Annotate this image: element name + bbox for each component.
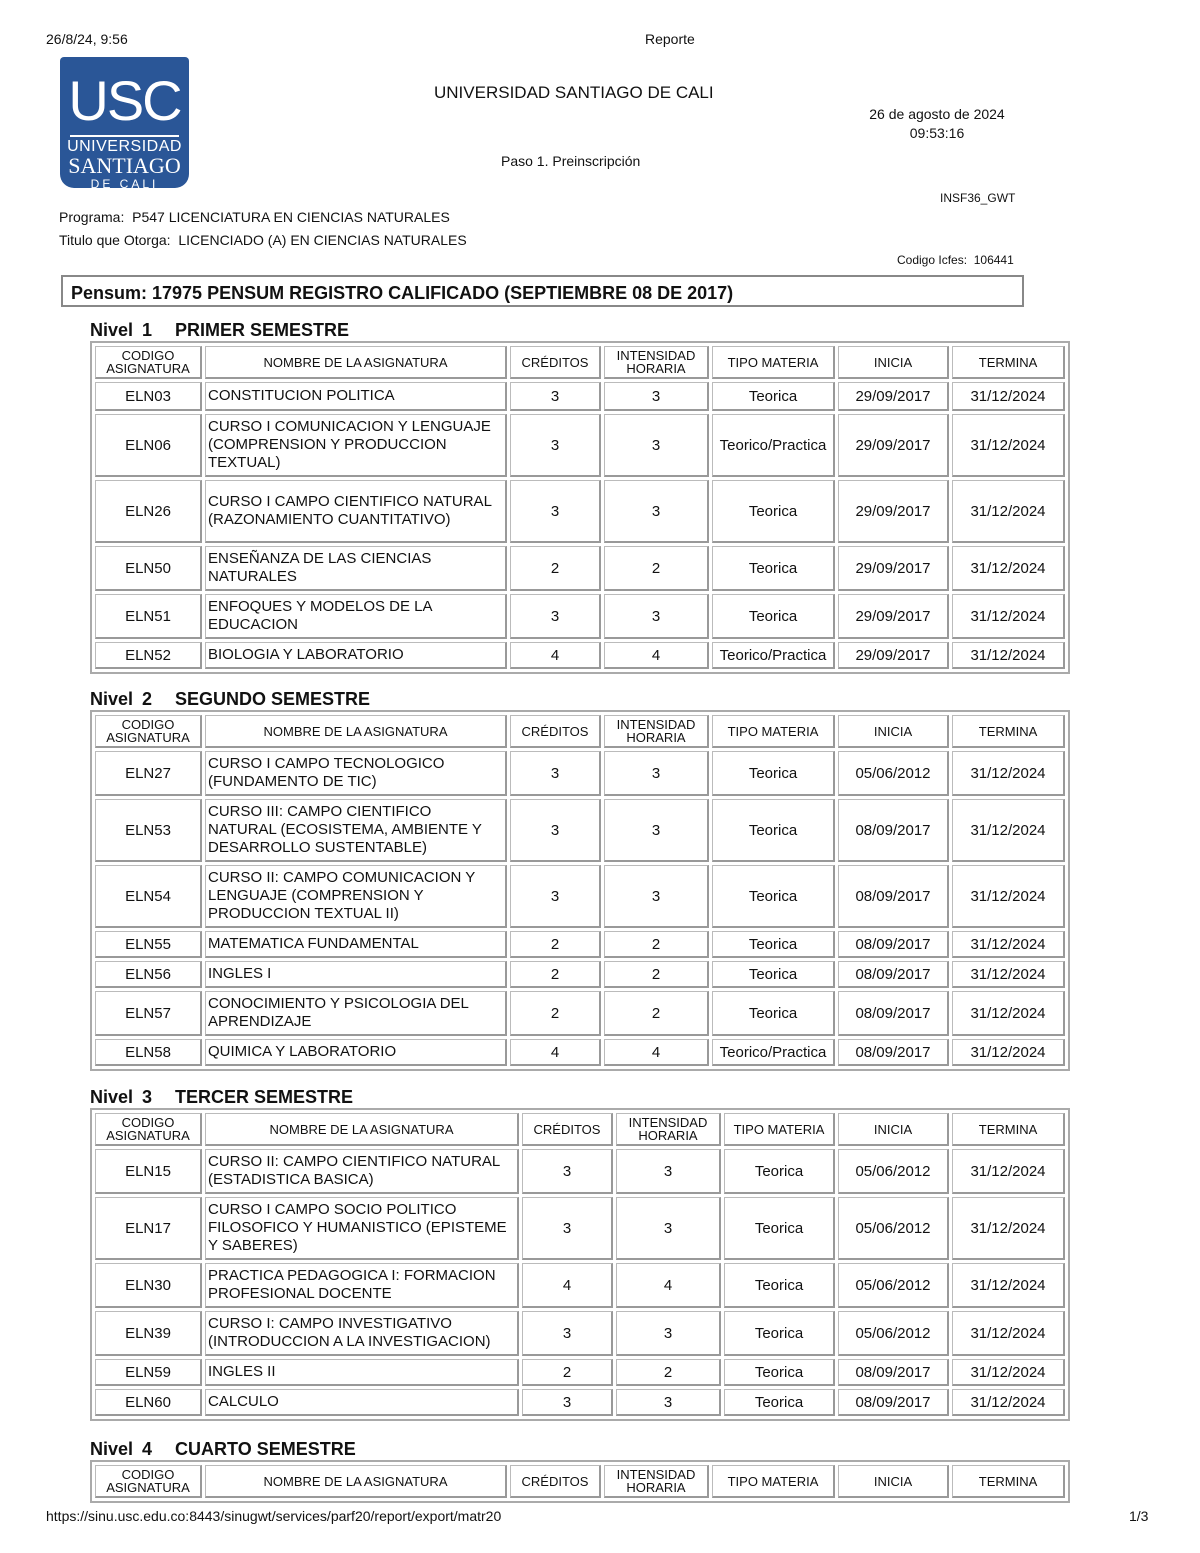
programa-label: Programa: — [59, 209, 125, 225]
cell-nombre: QUIMICA Y LABORATORIO — [205, 1039, 507, 1066]
cell-intensidad: 2 — [604, 546, 709, 591]
cell-termina: 31/12/2024 — [952, 382, 1065, 411]
table-row — [95, 382, 1065, 411]
cell-inicia: 05/06/2012 — [838, 1149, 949, 1194]
table-header-row — [95, 1465, 1065, 1498]
level-heading — [90, 689, 370, 710]
cell-creditos: 3 — [522, 1311, 613, 1356]
cell-intensidad: 3 — [604, 799, 709, 862]
column-header-intensidad: INTENSIDAD HORARIA — [604, 715, 709, 748]
table-row — [95, 931, 1065, 958]
cell-inicia: 05/06/2012 — [838, 1197, 949, 1260]
cell-inicia: 05/06/2012 — [838, 751, 949, 796]
cell-tipo: Teorico/Practica — [712, 1039, 835, 1066]
cell-inicia: 08/09/2017 — [838, 799, 949, 862]
cell-inicia: 08/09/2017 — [838, 991, 949, 1036]
cell-tipo: Teorico/Practica — [712, 642, 835, 669]
table-row — [95, 799, 1065, 862]
cell-termina: 31/12/2024 — [952, 931, 1065, 958]
column-header-inicia: INICIA — [838, 346, 949, 379]
cell-creditos: 4 — [522, 1263, 613, 1308]
cell-intensidad: 2 — [604, 991, 709, 1036]
cell-inicia: 05/06/2012 — [838, 1311, 949, 1356]
level-heading — [90, 320, 349, 341]
cell-inicia: 29/09/2017 — [838, 382, 949, 411]
cell-creditos: 3 — [510, 751, 601, 796]
level-label: Nivel — [90, 320, 134, 340]
cell-nombre: CURSO II: CAMPO COMUNICACION Y LENGUAJE (COMPRENSION Y PRODUCCION TEXTUAL II) — [205, 865, 507, 928]
cell-inicia: 29/09/2017 — [838, 546, 949, 591]
subjects-table — [90, 710, 1070, 1071]
level-name: PRIMER SEMESTRE — [175, 320, 350, 340]
cell-inicia: 08/09/2017 — [838, 931, 949, 958]
cell-intensidad: 3 — [604, 865, 709, 928]
cell-termina: 31/12/2024 — [952, 961, 1065, 988]
cell-inicia: 05/06/2012 — [838, 1263, 949, 1308]
cell-creditos: 2 — [510, 931, 601, 958]
pensum-title: Pensum: 17975 PENSUM REGISTRO CALIFICADO (SEPTIEMBRE 08 DE 2017) — [61, 275, 1024, 307]
usc-logo — [60, 57, 189, 191]
column-header-codigo: CODIGO ASIGNATURA — [95, 1465, 202, 1498]
cell-tipo: Teorica — [724, 1263, 835, 1308]
cell-termina: 31/12/2024 — [952, 642, 1065, 669]
cell-tipo: Teorica — [712, 961, 835, 988]
cell-tipo: Teorica — [724, 1359, 835, 1386]
level-number: 2 — [142, 689, 153, 709]
cell-intensidad: 4 — [604, 642, 709, 669]
cell-tipo: Teorica — [724, 1149, 835, 1194]
table-header-row — [95, 715, 1065, 748]
table-row — [95, 594, 1065, 639]
column-header-nombre: NOMBRE DE LA ASIGNATURA — [205, 1465, 507, 1498]
programa-value: P547 LICENCIATURA EN CIENCIAS NATURALES — [132, 209, 450, 225]
programa-row — [59, 209, 450, 225]
cell-nombre: CURSO I CAMPO TECNOLOGICO (FUNDAMENTO DE TIC) — [205, 751, 507, 796]
cell-codigo: ELN51 — [95, 594, 202, 639]
table-row — [95, 1311, 1065, 1356]
cell-tipo: Teorica — [712, 931, 835, 958]
cell-codigo: ELN17 — [95, 1197, 202, 1260]
level-number: 1 — [142, 320, 153, 340]
column-header-tipo: TIPO MATERIA — [712, 1465, 835, 1498]
cell-creditos: 3 — [522, 1389, 613, 1416]
table-row — [95, 961, 1065, 988]
cell-creditos: 3 — [522, 1197, 613, 1260]
icfes-value: 106441 — [973, 253, 1014, 267]
cell-nombre: INGLES II — [205, 1359, 519, 1386]
cell-creditos: 4 — [510, 1039, 601, 1066]
cell-termina: 31/12/2024 — [952, 414, 1065, 477]
cell-termina: 31/12/2024 — [952, 751, 1065, 796]
cell-codigo: ELN55 — [95, 931, 202, 958]
table-row — [95, 546, 1065, 591]
level-name: SEGUNDO SEMESTRE — [175, 689, 371, 709]
cell-tipo: Teorico/Practica — [712, 414, 835, 477]
level-heading — [90, 1087, 353, 1108]
logo-line2: SANTIAGO — [68, 153, 181, 178]
cell-intensidad: 3 — [604, 414, 709, 477]
column-header-nombre: NOMBRE DE LA ASIGNATURA — [205, 715, 507, 748]
column-header-tipo: TIPO MATERIA — [724, 1113, 835, 1146]
icfes-row — [897, 253, 1014, 267]
table-row — [95, 751, 1065, 796]
column-header-tipo: TIPO MATERIA — [712, 346, 835, 379]
cell-codigo: ELN53 — [95, 799, 202, 862]
column-header-codigo: CODIGO ASIGNATURA — [95, 715, 202, 748]
level-label: Nivel — [90, 1439, 134, 1459]
cell-intensidad: 2 — [604, 931, 709, 958]
cell-creditos: 2 — [510, 961, 601, 988]
cell-nombre: CALCULO — [205, 1389, 519, 1416]
cell-codigo: ELN26 — [95, 480, 202, 543]
cell-codigo: ELN03 — [95, 382, 202, 411]
cell-intensidad: 3 — [616, 1389, 721, 1416]
cell-nombre: CONOCIMIENTO Y PSICOLOGIA DEL APRENDIZAJE — [205, 991, 507, 1036]
column-header-creditos: CRÉDITOS — [522, 1113, 613, 1146]
level-label: Nivel — [90, 689, 134, 709]
table-row — [95, 865, 1065, 928]
cell-nombre: CURSO III: CAMPO CIENTIFICO NATURAL (ECOSISTEMA, AMBIENTE Y DESARROLLO SUSTENTABLE) — [205, 799, 507, 862]
logo-line1: UNIVERSIDAD — [67, 138, 182, 155]
cell-creditos: 3 — [510, 414, 601, 477]
cell-nombre: CURSO I CAMPO SOCIO POLITICO FILOSOFICO Y HUMANISTICO (EPISTEME Y SABERES) — [205, 1197, 519, 1260]
cell-codigo: ELN50 — [95, 546, 202, 591]
column-header-termina: TERMINA — [952, 1113, 1065, 1146]
cell-nombre: CURSO I CAMPO CIENTIFICO NATURAL (RAZONAMIENTO CUANTITATIVO) — [205, 480, 507, 543]
cell-intensidad: 3 — [616, 1311, 721, 1356]
cell-codigo: ELN60 — [95, 1389, 202, 1416]
table-row — [95, 1039, 1065, 1066]
report-time: 09:53:16 — [909, 125, 965, 141]
cell-creditos: 3 — [510, 799, 601, 862]
report-date: 26 de agosto de 2024 — [869, 106, 1005, 122]
column-header-termina: TERMINA — [952, 715, 1065, 748]
column-header-creditos: CRÉDITOS — [510, 1465, 601, 1498]
cell-creditos: 3 — [510, 594, 601, 639]
level-heading — [90, 1439, 356, 1460]
subjects-table — [90, 1460, 1070, 1503]
cell-codigo: ELN52 — [95, 642, 202, 669]
cell-inicia: 08/09/2017 — [838, 1359, 949, 1386]
cell-termina: 31/12/2024 — [952, 799, 1065, 862]
cell-codigo: ELN54 — [95, 865, 202, 928]
subjects-table — [90, 1108, 1070, 1421]
cell-termina: 31/12/2024 — [952, 1039, 1065, 1066]
cell-inicia: 29/09/2017 — [838, 594, 949, 639]
level-name: CUARTO SEMESTRE — [175, 1439, 356, 1459]
cell-nombre: PRACTICA PEDAGOGICA I: FORMACION PROFESIONAL DOCENTE — [205, 1263, 519, 1308]
column-header-inicia: INICIA — [838, 715, 949, 748]
report-code: INSF36_GWT — [940, 191, 1016, 205]
cell-codigo: ELN30 — [95, 1263, 202, 1308]
print-page: 1/3 — [1129, 1508, 1149, 1524]
cell-intensidad: 3 — [604, 594, 709, 639]
titulo-value: LICENCIADO (A) EN CIENCIAS NATURALES — [178, 232, 467, 248]
table-row — [95, 991, 1065, 1036]
column-header-termina: TERMINA — [952, 346, 1065, 379]
cell-nombre: INGLES I — [205, 961, 507, 988]
cell-nombre: ENFOQUES Y MODELOS DE LA EDUCACION — [205, 594, 507, 639]
cell-termina: 31/12/2024 — [952, 480, 1065, 543]
cell-creditos: 3 — [510, 865, 601, 928]
cell-creditos: 4 — [510, 642, 601, 669]
level-number: 3 — [142, 1087, 153, 1107]
cell-intensidad: 2 — [604, 961, 709, 988]
cell-inicia: 29/09/2017 — [838, 642, 949, 669]
cell-termina: 31/12/2024 — [952, 1149, 1065, 1194]
cell-codigo: ELN59 — [95, 1359, 202, 1386]
titulo-row — [59, 232, 467, 248]
cell-codigo: ELN06 — [95, 414, 202, 477]
cell-tipo: Teorica — [712, 991, 835, 1036]
table-header-row — [95, 1113, 1065, 1146]
cell-intensidad: 3 — [604, 480, 709, 543]
cell-inicia: 08/09/2017 — [838, 1389, 949, 1416]
column-header-tipo: TIPO MATERIA — [712, 715, 835, 748]
cell-codigo: ELN56 — [95, 961, 202, 988]
cell-creditos: 3 — [510, 382, 601, 411]
cell-termina: 31/12/2024 — [952, 1263, 1065, 1308]
table-row — [95, 1263, 1065, 1308]
cell-tipo: Teorica — [724, 1311, 835, 1356]
icfes-label: Codigo Icfes: — [897, 253, 968, 267]
cell-tipo: Teorica — [724, 1197, 835, 1260]
level-label: Nivel — [90, 1087, 134, 1107]
cell-codigo: ELN27 — [95, 751, 202, 796]
column-header-codigo: CODIGO ASIGNATURA — [95, 346, 202, 379]
cell-codigo: ELN58 — [95, 1039, 202, 1066]
cell-nombre: CONSTITUCION POLITICA — [205, 382, 507, 411]
cell-nombre: BIOLOGIA Y LABORATORIO — [205, 642, 507, 669]
logo-abbr: USC — [68, 69, 181, 132]
cell-termina: 31/12/2024 — [952, 1311, 1065, 1356]
step-label: Paso 1. Preinscripción — [501, 153, 641, 169]
cell-inicia: 08/09/2017 — [838, 961, 949, 988]
level-number: 4 — [142, 1439, 153, 1459]
column-header-nombre: NOMBRE DE LA ASIGNATURA — [205, 1113, 519, 1146]
cell-termina: 31/12/2024 — [952, 1389, 1065, 1416]
cell-termina: 31/12/2024 — [952, 1359, 1065, 1386]
cell-creditos: 2 — [510, 991, 601, 1036]
cell-creditos: 2 — [510, 546, 601, 591]
cell-tipo: Teorica — [712, 594, 835, 639]
print-datetime: 26/8/24, 9:56 — [46, 31, 128, 47]
cell-tipo: Teorica — [712, 546, 835, 591]
titulo-label: Titulo que Otorga: — [59, 232, 171, 248]
logo-line3: DE CALI — [90, 177, 159, 191]
cell-termina: 31/12/2024 — [952, 1197, 1065, 1260]
cell-tipo: Teorica — [724, 1389, 835, 1416]
table-row — [95, 480, 1065, 543]
table-row — [95, 414, 1065, 477]
cell-inicia: 29/09/2017 — [838, 414, 949, 477]
cell-inicia: 29/09/2017 — [838, 480, 949, 543]
cell-inicia: 08/09/2017 — [838, 1039, 949, 1066]
column-header-codigo: CODIGO ASIGNATURA — [95, 1113, 202, 1146]
column-header-intensidad: INTENSIDAD HORARIA — [616, 1113, 721, 1146]
column-header-intensidad: INTENSIDAD HORARIA — [604, 1465, 709, 1498]
cell-termina: 31/12/2024 — [952, 594, 1065, 639]
cell-intensidad: 2 — [616, 1359, 721, 1386]
cell-nombre: CURSO I COMUNICACION Y LENGUAJE (COMPRENSION Y PRODUCCION TEXTUAL) — [205, 414, 507, 477]
cell-tipo: Teorica — [712, 799, 835, 862]
print-url: https://sinu.usc.edu.co:8443/sinugwt/services/parf20/report/export/matr20 — [46, 1508, 502, 1524]
column-header-nombre: NOMBRE DE LA ASIGNATURA — [205, 346, 507, 379]
cell-intensidad: 3 — [604, 382, 709, 411]
cell-nombre: ENSEÑANZA DE LAS CIENCIAS NATURALES — [205, 546, 507, 591]
column-header-creditos: CRÉDITOS — [510, 715, 601, 748]
column-header-inicia: INICIA — [838, 1113, 949, 1146]
table-header-row — [95, 346, 1065, 379]
cell-intensidad: 4 — [616, 1263, 721, 1308]
table-row — [95, 1389, 1065, 1416]
cell-termina: 31/12/2024 — [952, 546, 1065, 591]
cell-intensidad: 3 — [616, 1149, 721, 1194]
print-title: Reporte — [645, 31, 695, 47]
cell-nombre: CURSO II: CAMPO CIENTIFICO NATURAL (ESTADISTICA BASICA) — [205, 1149, 519, 1194]
cell-codigo: ELN39 — [95, 1311, 202, 1356]
cell-tipo: Teorica — [712, 751, 835, 796]
column-header-creditos: CRÉDITOS — [510, 346, 601, 379]
cell-intensidad: 3 — [616, 1197, 721, 1260]
university-name: UNIVERSIDAD SANTIAGO DE CALI — [434, 83, 714, 102]
cell-tipo: Teorica — [712, 480, 835, 543]
cell-termina: 31/12/2024 — [952, 991, 1065, 1036]
cell-codigo: ELN15 — [95, 1149, 202, 1194]
column-header-inicia: INICIA — [838, 1465, 949, 1498]
cell-creditos: 2 — [522, 1359, 613, 1386]
cell-termina: 31/12/2024 — [952, 865, 1065, 928]
cell-codigo: ELN57 — [95, 991, 202, 1036]
cell-nombre: CURSO I: CAMPO INVESTIGATIVO (INTRODUCCION A LA INVESTIGACION) — [205, 1311, 519, 1356]
cell-tipo: Teorica — [712, 382, 835, 411]
table-row — [95, 1149, 1065, 1194]
table-row — [95, 1359, 1065, 1386]
table-row — [95, 1197, 1065, 1260]
cell-intensidad: 3 — [604, 751, 709, 796]
cell-intensidad: 4 — [604, 1039, 709, 1066]
column-header-intensidad: INTENSIDAD HORARIA — [604, 346, 709, 379]
cell-creditos: 3 — [522, 1149, 613, 1194]
cell-tipo: Teorica — [712, 865, 835, 928]
cell-creditos: 3 — [510, 480, 601, 543]
cell-inicia: 08/09/2017 — [838, 865, 949, 928]
subjects-table — [90, 341, 1070, 674]
column-header-termina: TERMINA — [952, 1465, 1065, 1498]
table-row — [95, 642, 1065, 669]
cell-nombre: MATEMATICA FUNDAMENTAL — [205, 931, 507, 958]
level-name: TERCER SEMESTRE — [175, 1087, 354, 1107]
